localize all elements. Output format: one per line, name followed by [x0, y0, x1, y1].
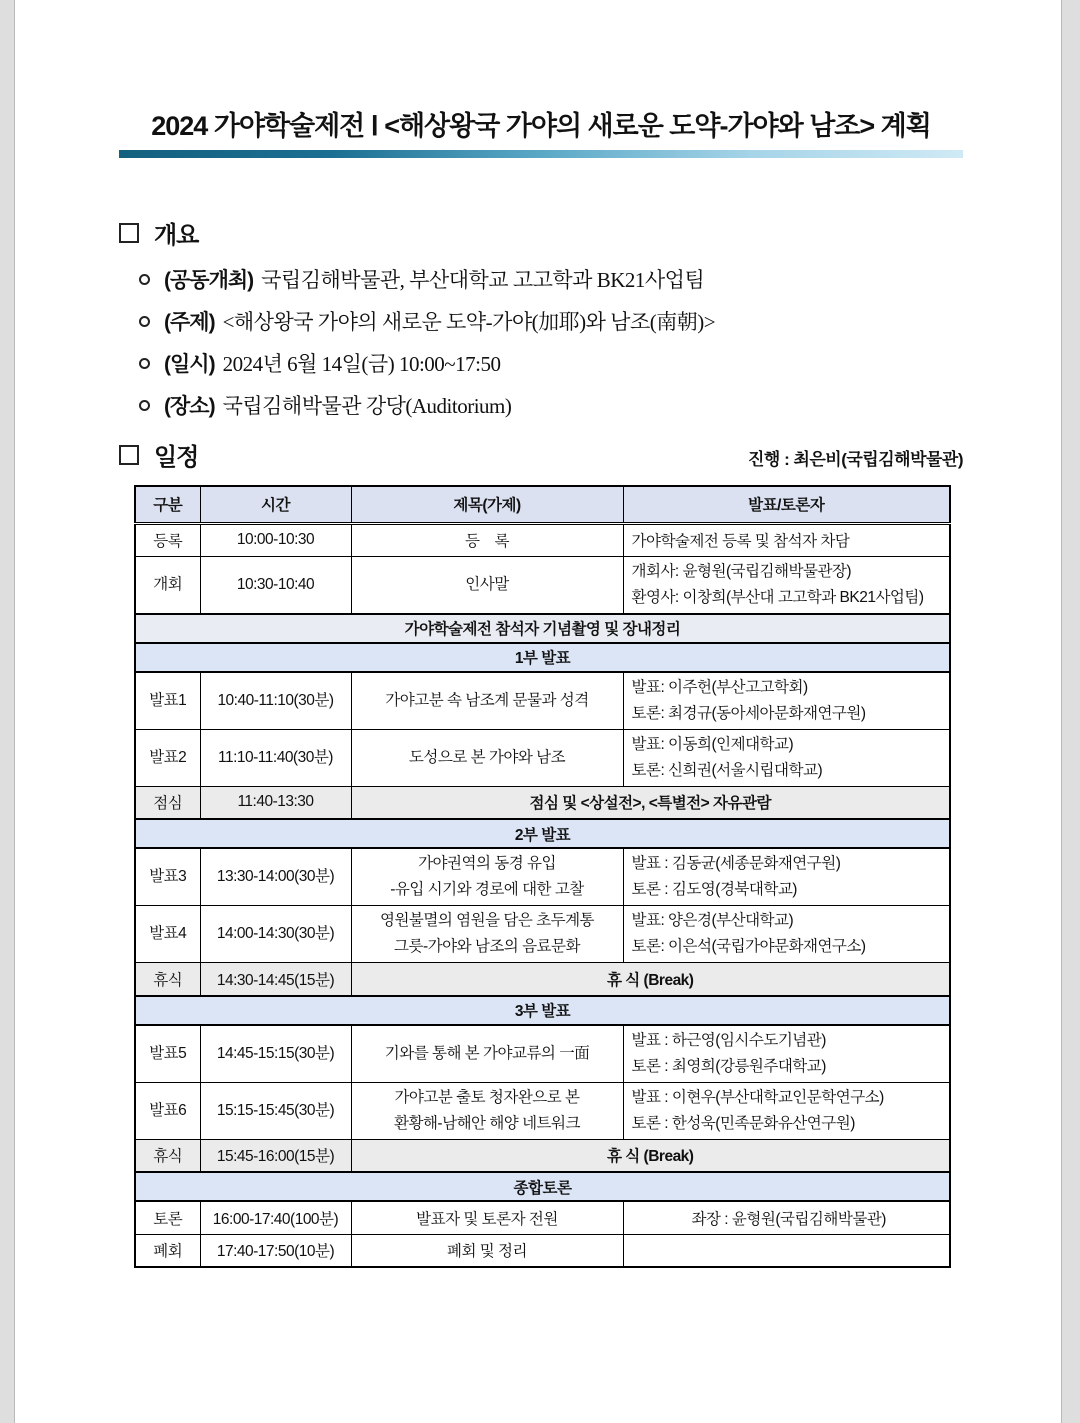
item-label: (주제)	[164, 311, 215, 334]
table-row	[135, 729, 950, 786]
section-cell: 종합토론	[135, 1172, 950, 1201]
circle-bullet-icon	[139, 316, 150, 327]
cell-category: 토론	[135, 1201, 200, 1234]
cell-merged: 휴 식 (Break)	[351, 963, 950, 996]
cell-title: 기와를 통해 본 가야교류의 一面	[351, 1025, 623, 1083]
item-text: 국립김해박물관 강당(Auditorium)	[222, 394, 512, 418]
section-cell: 1부 발표	[135, 643, 950, 672]
item-label: (장소)	[164, 395, 215, 418]
cell-time: 11:10-11:40(30분)	[200, 729, 351, 786]
column-header: 구분	[135, 486, 200, 523]
table-row	[135, 556, 950, 614]
table-row	[135, 1234, 950, 1267]
cell-category: 휴식	[135, 1139, 200, 1172]
schedule-table	[134, 485, 951, 1268]
cell-time: 10:40-11:10(30분)	[200, 672, 351, 730]
item-label: (공동개최)	[164, 269, 254, 292]
cell-time: 11:40-13:30	[200, 786, 351, 819]
section-cell: 2부 발표	[135, 819, 950, 848]
page-title: 2024 가야학술제전 Ⅰ <해상왕국 가야의 새로운 도약-가야와 남조> 계획	[151, 111, 931, 141]
cell-title: 가야고분 속 남조계 문물과 성격	[351, 672, 623, 730]
cell-category: 발표2	[135, 729, 200, 786]
item-text: 2024년 6월 14일(금) 10:00~17:50	[222, 352, 501, 376]
cell-time: 14:30-14:45(15분)	[200, 963, 351, 996]
table-row	[135, 906, 950, 963]
cell-title: 폐회 및 정리	[351, 1234, 623, 1267]
cell-time: 15:15-15:45(30분)	[200, 1082, 351, 1139]
overview-heading-label: 개요	[154, 222, 199, 249]
cell-time: 16:00-17:40(100분)	[200, 1201, 351, 1234]
cell-merged: 점심 및 <상설전>, <특별전> 자유관람	[351, 786, 950, 819]
section-overview-heading	[119, 215, 1061, 250]
cell-title: 도성으로 본 가야와 남조	[351, 729, 623, 786]
table-row	[135, 1201, 950, 1234]
table-row	[135, 523, 950, 556]
item-text: 국립김해박물관, 부산대학교 고고학과 BK21사업팀	[261, 268, 705, 292]
table-row	[135, 786, 950, 819]
cell-time: 13:30-14:00(30분)	[200, 848, 351, 906]
schedule-table-header	[135, 486, 950, 523]
cell-people: 발표 : 하근영(임시수도기념관) 토론 : 최영희(강릉원주대학교)	[623, 1025, 950, 1083]
list-item	[139, 308, 1061, 337]
table-row	[135, 819, 950, 848]
table-row	[135, 1082, 950, 1139]
cell-title: 등 록	[351, 523, 623, 556]
table-row	[135, 963, 950, 996]
cell-category: 발표1	[135, 672, 200, 730]
item-label: (일시)	[164, 353, 215, 376]
cell-category: 점심	[135, 786, 200, 819]
table-row	[135, 1139, 950, 1172]
cell-category: 폐회	[135, 1234, 200, 1267]
column-header: 시간	[200, 486, 351, 523]
list-item	[139, 350, 1061, 379]
title-underline-rule	[119, 150, 963, 158]
schedule-heading-label: 일정	[154, 444, 199, 471]
item-text: <해상왕국 가야의 새로운 도약-가야(加耶)와 남조(南朝)>	[222, 310, 716, 334]
section-schedule-heading	[119, 437, 198, 472]
cell-people	[623, 1234, 950, 1267]
cell-category: 발표6	[135, 1082, 200, 1139]
document-page	[14, 0, 1062, 1423]
cell-people: 개회사: 윤형원(국립김해박물관장) 환영사: 이창희(부산대 고고학과 BK21사업팀)	[623, 556, 950, 614]
cell-category: 발표4	[135, 906, 200, 963]
section-cell: 가야학술제전 참석자 기념촬영 및 장내정리	[135, 614, 950, 643]
cell-category: 개회	[135, 556, 200, 614]
cell-category: 등록	[135, 523, 200, 556]
cell-time: 14:00-14:30(30분)	[200, 906, 351, 963]
table-row	[135, 1025, 950, 1083]
cell-category: 발표3	[135, 848, 200, 906]
square-bullet-icon	[119, 223, 139, 243]
overview-list	[139, 266, 1061, 421]
table-row	[135, 848, 950, 906]
cell-time: 10:00-10:30	[200, 523, 351, 556]
list-item	[139, 266, 1061, 295]
circle-bullet-icon	[139, 358, 150, 369]
cell-time: 17:40-17:50(10분)	[200, 1234, 351, 1267]
table-row	[135, 1172, 950, 1201]
cell-title: 가야고분 출토 청자완으로 본 환황해-남해안 해양 네트워크	[351, 1082, 623, 1139]
section-cell: 3부 발표	[135, 996, 950, 1025]
cell-title: 영원불멸의 염원을 담은 초두계통 그릇-가야와 남조의 음료문화	[351, 906, 623, 963]
cell-category: 발표5	[135, 1025, 200, 1083]
cell-time: 10:30-10:40	[200, 556, 351, 614]
cell-people: 발표 : 이현우(부산대학교인문학연구소) 토론 : 한성욱(민족문화유산연구원)	[623, 1082, 950, 1139]
cell-merged: 휴 식 (Break)	[351, 1139, 950, 1172]
cell-people: 발표: 이주헌(부산고고학회) 토론: 최경규(동아세아문화재연구원)	[623, 672, 950, 730]
cell-people: 좌장 : 윤형원(국립김해박물관)	[623, 1201, 950, 1234]
column-header: 제목(가제)	[351, 486, 623, 523]
header-row	[135, 486, 950, 523]
cell-people: 가야학술제전 등록 및 참석자 차담	[623, 523, 950, 556]
circle-bullet-icon	[139, 274, 150, 285]
cell-time: 14:45-15:15(30분)	[200, 1025, 351, 1083]
table-row	[135, 614, 950, 643]
cell-title: 인사말	[351, 556, 623, 614]
cell-people: 발표: 이동희(인제대학교) 토론: 신희권(서울시립대학교)	[623, 729, 950, 786]
cell-category: 휴식	[135, 963, 200, 996]
square-bullet-icon	[119, 445, 139, 465]
table-row	[135, 672, 950, 730]
table-row	[135, 996, 950, 1025]
cell-title: 발표자 및 토론자 전원	[351, 1201, 623, 1234]
cell-people: 발표: 양은경(부산대학교) 토론: 이은석(국립가야문화재연구소)	[623, 906, 950, 963]
list-item	[139, 392, 1061, 421]
column-header: 발표/토론자	[623, 486, 950, 523]
circle-bullet-icon	[139, 400, 150, 411]
cell-people: 발표 : 김동균(세종문화재연구원) 토론 : 김도영(경북대학교)	[623, 848, 950, 906]
cell-title: 가야권역의 동경 유입 -유입 시기와 경로에 대한 고찰	[351, 848, 623, 906]
schedule-table-body	[135, 523, 950, 1267]
cell-time: 15:45-16:00(15분)	[200, 1139, 351, 1172]
table-row	[135, 643, 950, 672]
host-note: 진행 : 최은비(국립김해박물관)	[748, 450, 963, 469]
